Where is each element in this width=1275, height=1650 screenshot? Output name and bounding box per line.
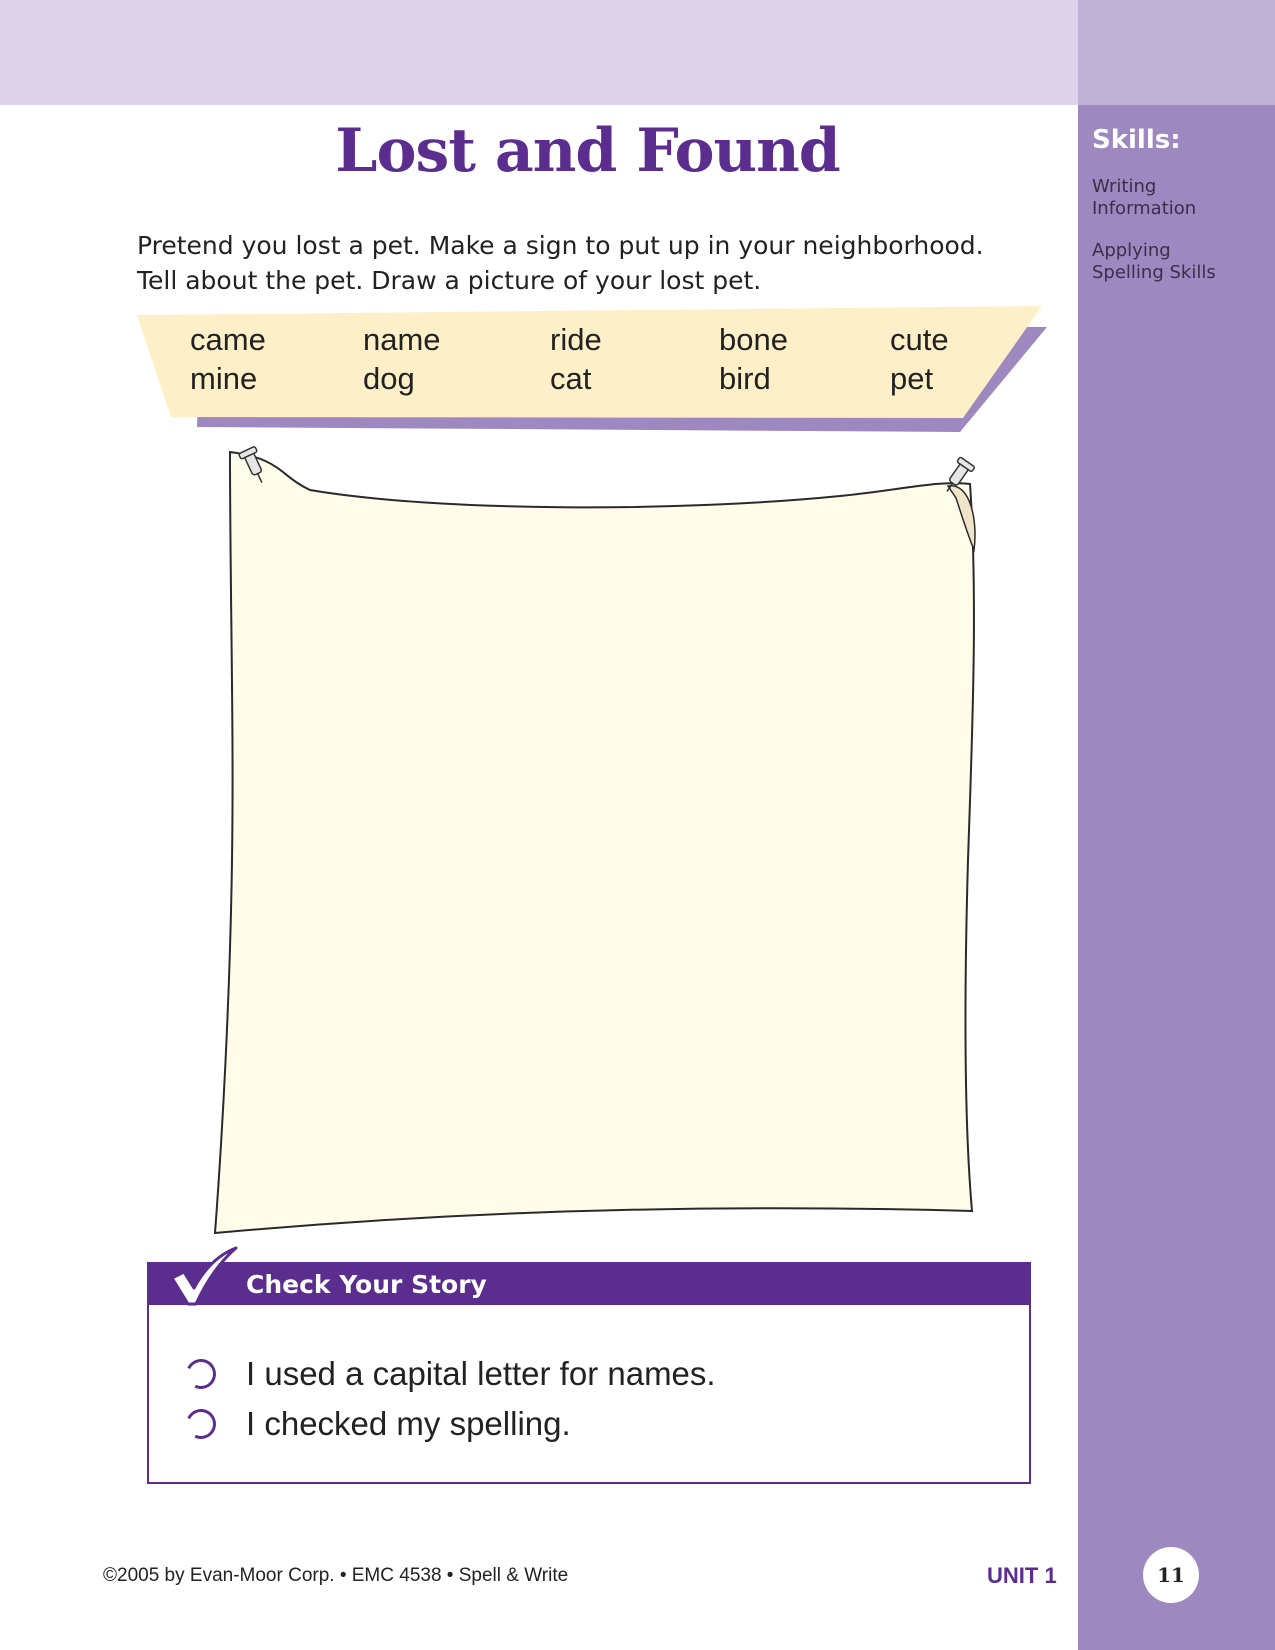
word-bank-word: cute: [890, 322, 949, 357]
copyright-footer: ©2005 by Evan-Moor Corp. • EMC 4538 • Spell & Write: [103, 1565, 569, 1586]
page-title: Lost and Found: [335, 116, 840, 186]
word-bank-word: bone: [719, 322, 788, 357]
sign-paper: [215, 452, 974, 1233]
skill-line: Information: [1092, 198, 1197, 219]
word-bank-word: pet: [890, 361, 934, 396]
instructions-line-1: Pretend you lost a pet. Make a sign to put up in your neighborhood.: [137, 231, 984, 260]
skills-sidebar: [1078, 105, 1275, 1650]
checklist-item-text: I used a capital letter for names.: [246, 1355, 716, 1392]
checkbox-circle-icon[interactable]: [182, 1405, 220, 1443]
checklist-item-text: I checked my spelling.: [246, 1405, 571, 1442]
checkmark-icon: [168, 1246, 240, 1308]
word-bank-word: name: [363, 322, 441, 357]
skill-line: Applying: [1092, 240, 1171, 261]
unit-label: UNIT 1: [987, 1563, 1057, 1588]
check-your-story-title: Check Your Story: [246, 1270, 487, 1299]
sidebar-top-band: [1078, 0, 1275, 105]
word-bank: [190, 322, 1010, 402]
word-bank-word: bird: [719, 361, 771, 396]
top-band: [0, 0, 1078, 105]
checkbox-circle-icon[interactable]: [182, 1355, 220, 1393]
checklist-item[interactable]: [186, 1404, 571, 1444]
skill-applying-spelling: [1092, 240, 1216, 284]
skill-line: Spelling Skills: [1092, 262, 1216, 283]
skill-line: Writing: [1092, 176, 1157, 197]
checklist-item[interactable]: [186, 1354, 716, 1394]
skills-heading: Skills:: [1092, 125, 1181, 155]
instructions: [137, 228, 1077, 298]
page-number: 11: [1157, 1563, 1185, 1587]
word-bank-word: dog: [363, 361, 415, 396]
word-bank-word: ride: [550, 322, 602, 357]
word-bank-word: came: [190, 322, 266, 357]
word-bank-word: mine: [190, 361, 258, 396]
instructions-line-2: Tell about the pet. Draw a picture of your lost pet.: [137, 266, 762, 295]
page-number-badge: [1143, 1547, 1199, 1603]
word-bank-word: cat: [550, 361, 592, 396]
lost-pet-sign-drawing-area[interactable]: [200, 440, 990, 1240]
